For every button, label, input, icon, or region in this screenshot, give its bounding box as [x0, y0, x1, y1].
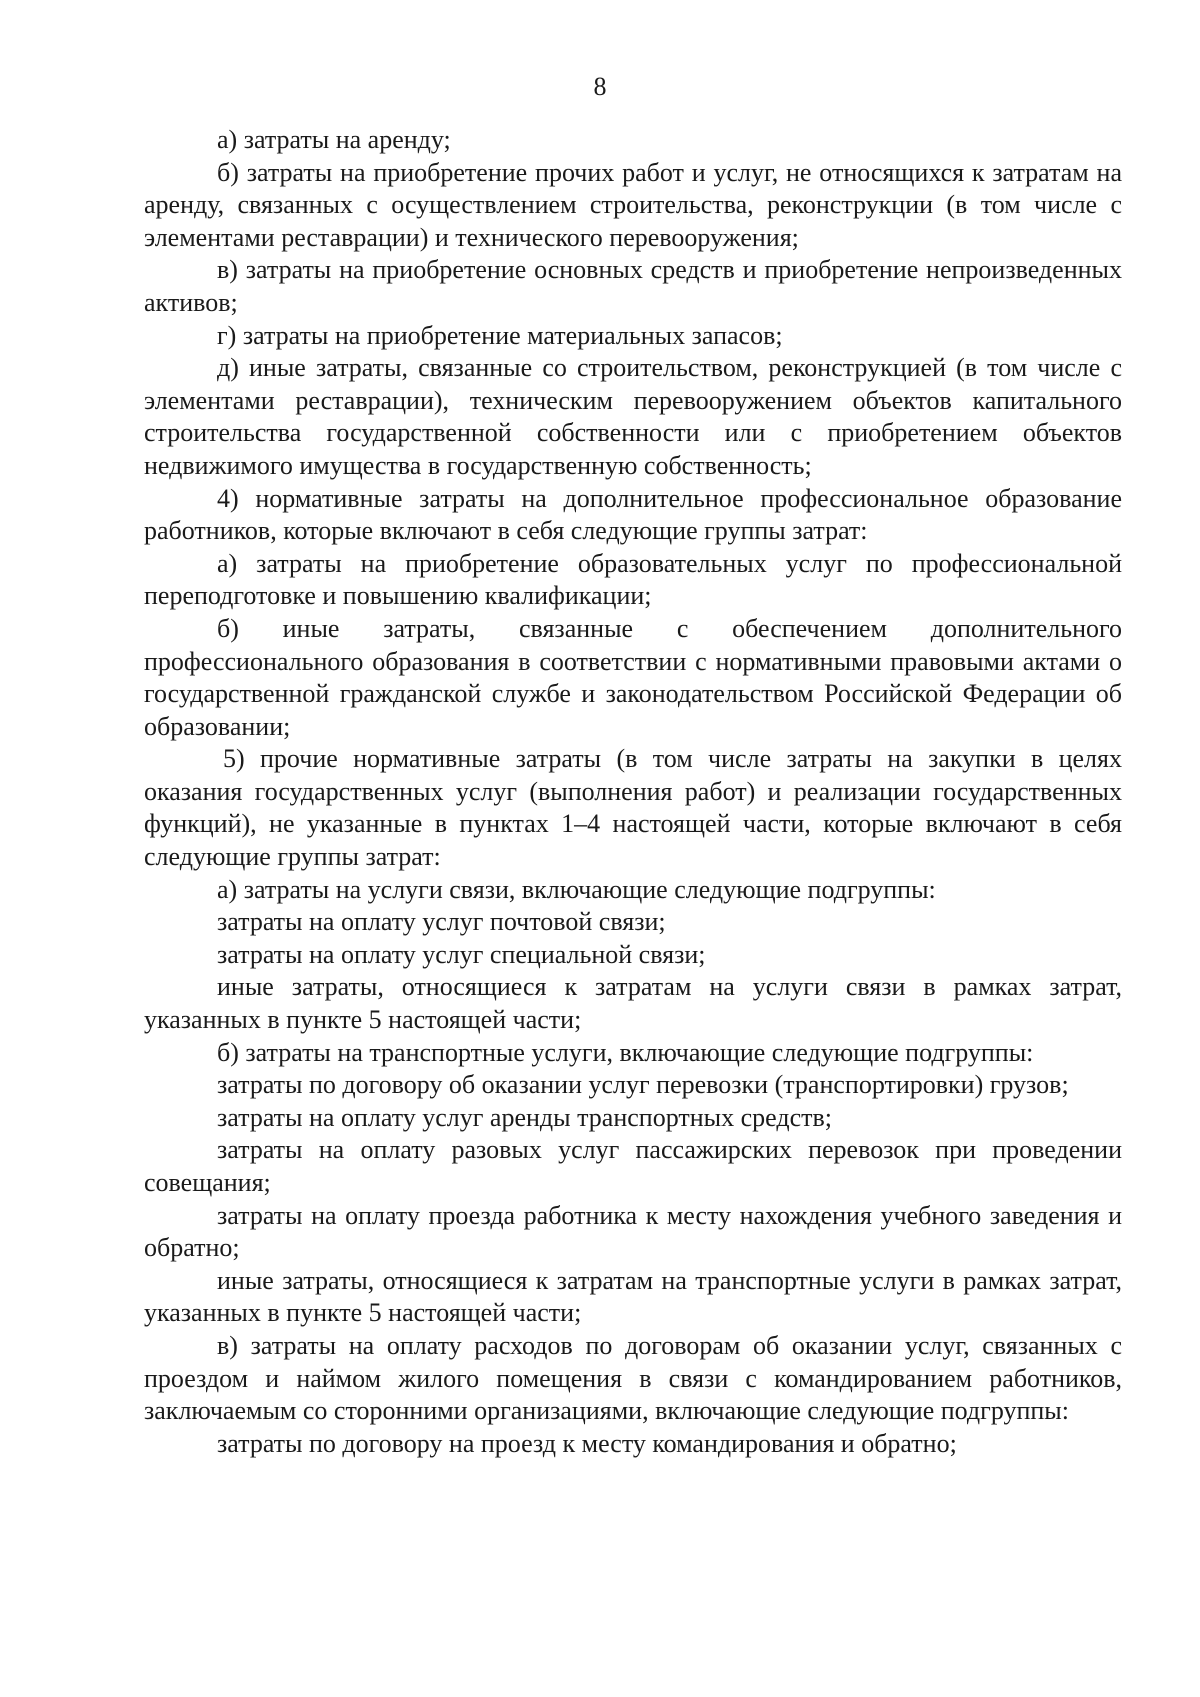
paragraph: а) затраты на услуги связи, включающие следующие подгруппы: — [217, 874, 936, 904]
paragraph: а) затраты на аренду; — [217, 125, 451, 154]
paragraph: 5) прочие нормативные затраты (в том числе затраты на закупки в целях оказания государственных услуг (выполнения работ) и реализации государственных функций), не указанные в пунктах 1–4 настоящей части, которые включают в себя следующие группы затрат: — [144, 744, 1122, 872]
paragraph: затраты на оплату услуг почтовой связи; — [217, 907, 666, 937]
paragraph: затраты на оплату проезда работника к месту нахождения учебного заведения и обратно; — [144, 1200, 1122, 1263]
paragraph: затраты по договору об оказании услуг перевозки (транспортировки) грузов; — [217, 1070, 1069, 1100]
paragraph: иные затраты, относящиеся к затратам на транспортные услуги в рамках затрат, указанных в пункте 5 настоящей части; — [144, 1265, 1122, 1328]
paragraph: б) затраты на приобретение прочих работ и услуг, не относящихся к затратам на аренду, связанных с осуществлением строительства, реконструкции (в том числе с элементами реставрации) и технического перевооружения; — [144, 157, 1122, 252]
paragraph: затраты по договору на проезд к месту командирования и обратно; — [217, 1428, 957, 1458]
paragraph: затраты на оплату услуг специальной связи; — [217, 939, 706, 969]
paragraph: затраты на оплату услуг аренды транспортных средств; — [217, 1102, 832, 1132]
document-body — [144, 124, 1122, 1460]
paragraph: б) иные затраты, связанные с обеспечением дополнительного профессионального образования в соответствии с нормативными правовыми актами о государственной гражданской службе и законодательством Российской Федерации об образовании; — [144, 613, 1122, 741]
paragraph: в) затраты на приобретение основных средств и приобретение непроизведенных активов; — [144, 255, 1122, 317]
paragraph: иные затраты, относящиеся к затратам на услуги связи в рамках затрат, указанных в пункте 5 настоящей части; — [144, 972, 1122, 1035]
paragraph: а) затраты на приобретение образовательных услуг по профессиональной переподготовке и повышению квалификации; — [144, 548, 1122, 611]
page-number: 8 — [593, 72, 607, 101]
paragraph: 4) нормативные затраты на дополнительное профессиональное образование работников, которые включают в себя следующие группы затрат: — [144, 483, 1122, 546]
paragraph: г) затраты на приобретение материальных запасов; — [217, 320, 783, 350]
paragraph: в) затраты на оплату расходов по договорам об оказании услуг, связанных с проездом и наймом жилого помещения в связи с командированием работников, заключаемым со сторонними организациями, включающие следующие подгруппы: — [144, 1330, 1122, 1426]
paragraph: д) иные затраты, связанные со строительством, реконструкцией (в том числе с элементами реставрации), техническим перевооружением объектов капитального строительства государственной собственности или с приобретением объектов недвижимого имущества в государственную собственность; — [144, 353, 1122, 480]
paragraph: затраты на оплату разовых услуг пассажирских перевозок при проведении совещания; — [144, 1135, 1122, 1197]
paragraph: б) затраты на транспортные услуги, включающие следующие подгруппы: — [217, 1037, 1034, 1067]
